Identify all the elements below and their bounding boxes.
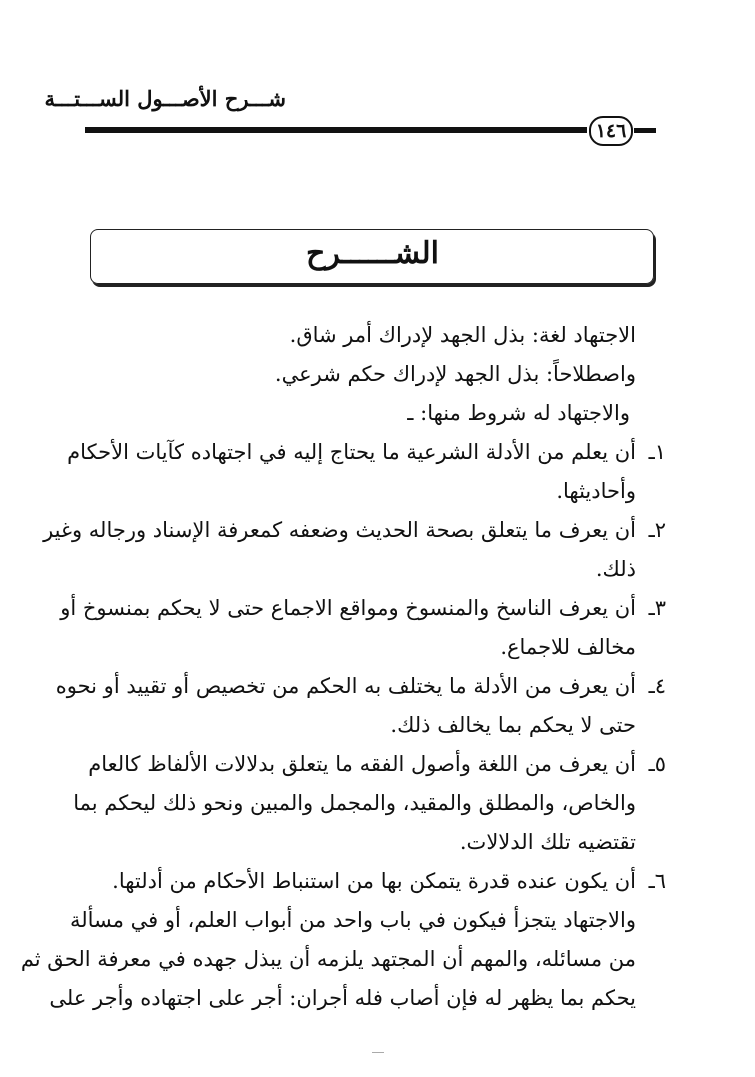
text-line: والخاص، والمطلق والمقيد، والمجمل والمبين ونحو ذلك ليحكم بما (73, 791, 636, 815)
text-line: يحكم بما يظهر له فإن أصاب فله أجران: أجر على اجتهاده وأجر على (49, 986, 636, 1010)
text-line: ذلك. (595, 557, 636, 581)
text-line: واصطلاحاً: بذل الجهد لإدراك حكم شرعي. (274, 362, 636, 386)
text-line: الاجتهاد لغة: بذل الجهد لإدراك أمر شاق. (289, 323, 636, 347)
list-number: ١ـ (648, 440, 666, 464)
list-item (88, 745, 666, 784)
list-item-text: أن يعرف ما يتعلق بصحة الحديث وضعفه كمعرفة الإسناد ورجاله وغير (43, 518, 636, 542)
list-item (60, 589, 666, 628)
list-item (43, 511, 666, 550)
text-line: والاجتهاد يتجزأ فيكون في باب واحد من أبواب العلم، أو في مسألة (69, 908, 636, 932)
footer-mark (372, 1052, 384, 1053)
list-item-text: أن يكون عنده قدرة يتمكن بها من استنباط الأحكام من أدلتها. (112, 869, 636, 893)
list-item-text: أن يعرف الناسخ والمنسوخ ومواقع الاجماع حتى لا يحكم بمنسوخ أو (60, 596, 636, 620)
list-item-text: أن يعرف من الأدلة ما يختلف به الحكم من تخصيص أو تقييد أو نحوه (55, 674, 636, 698)
text-line: مخالف للاجماع. (500, 635, 636, 659)
text-line: تقتضيه تلك الدلالات. (459, 830, 636, 854)
header-dash (634, 128, 656, 133)
section-title: الشــــــرح (306, 236, 439, 271)
list-item-text: أن يعرف من اللغة وأصول الفقه ما يتعلق بدلالات الألفاظ كالعام (88, 752, 636, 776)
list-number: ٤ـ (648, 674, 666, 698)
body-text (20, 316, 666, 1018)
list-number: ٣ـ (648, 596, 666, 620)
text-line: من مسائله، والمهم أن المجتهد يلزمه أن يبذل جهده في معرفة الحق ثم (20, 947, 636, 971)
list-item (88, 862, 666, 901)
book-title: شـــرح الأصـــول الســـتـــة (44, 86, 286, 111)
text-line: والاجتهاد له شروط منها: ـ (407, 401, 630, 425)
text-line: حتى لا يحكم بما يخالف ذلك. (390, 713, 636, 737)
list-item (55, 667, 666, 706)
page-number: ١٤٦ (589, 116, 633, 146)
list-item-text: أن يعلم من الأدلة الشرعية ما يحتاج إليه في اجتهاده كآيات الأحكام (67, 440, 636, 464)
header-rule (85, 127, 587, 133)
list-number: ٥ـ (648, 752, 666, 776)
list-number: ٦ـ (648, 869, 666, 893)
list-item (67, 433, 666, 472)
list-number: ٢ـ (648, 518, 666, 542)
text-line: وأحاديثها. (556, 479, 636, 503)
